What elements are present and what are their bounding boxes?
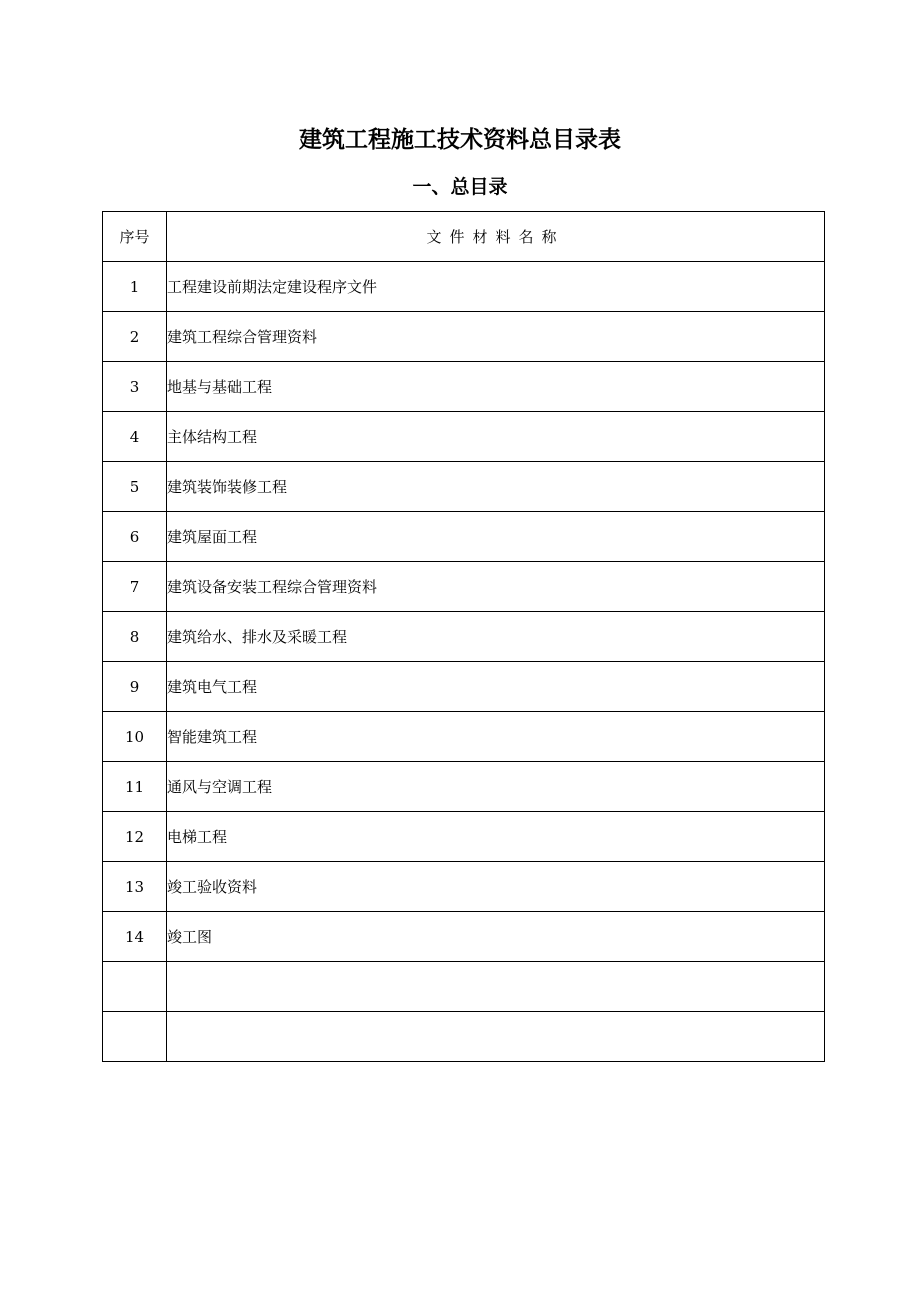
table-row bbox=[103, 562, 825, 612]
table-row bbox=[103, 512, 825, 562]
row-serial-number: 1 bbox=[103, 262, 167, 312]
row-document-name: 建筑给水、排水及采暖工程 bbox=[167, 612, 825, 662]
row-document-name: 建筑屋面工程 bbox=[167, 512, 825, 562]
row-document-name: 电梯工程 bbox=[167, 812, 825, 862]
row-serial-number: 3 bbox=[103, 362, 167, 412]
row-document-name: 工程建设前期法定建设程序文件 bbox=[167, 262, 825, 312]
table-row bbox=[103, 312, 825, 362]
row-serial-number: 8 bbox=[103, 612, 167, 662]
table-row bbox=[103, 762, 825, 812]
row-document-name: 通风与空调工程 bbox=[167, 762, 825, 812]
row-serial-number: 10 bbox=[103, 712, 167, 762]
row-serial-number: 7 bbox=[103, 562, 167, 612]
table-row-empty bbox=[103, 962, 825, 1012]
table-row bbox=[103, 612, 825, 662]
section-title: 一、总目录 bbox=[412, 176, 508, 198]
header-serial-number: 序号 bbox=[103, 212, 167, 262]
row-document-name bbox=[167, 962, 825, 1012]
row-document-name: 竣工验收资料 bbox=[167, 862, 825, 912]
row-document-name: 建筑装饰装修工程 bbox=[167, 462, 825, 512]
row-serial-number bbox=[103, 962, 167, 1012]
table-row bbox=[103, 362, 825, 412]
row-serial-number: 12 bbox=[103, 812, 167, 862]
row-serial-number: 9 bbox=[103, 662, 167, 712]
table-row bbox=[103, 662, 825, 712]
row-serial-number: 11 bbox=[103, 762, 167, 812]
table-row bbox=[103, 712, 825, 762]
row-serial-number bbox=[103, 1012, 167, 1062]
table-row bbox=[103, 412, 825, 462]
table-row bbox=[103, 462, 825, 512]
table-row bbox=[103, 862, 825, 912]
row-document-name: 建筑设备安装工程综合管理资料 bbox=[167, 562, 825, 612]
row-serial-number: 13 bbox=[103, 862, 167, 912]
row-serial-number: 2 bbox=[103, 312, 167, 362]
row-document-name: 建筑工程综合管理资料 bbox=[167, 312, 825, 362]
row-serial-number: 6 bbox=[103, 512, 167, 562]
row-serial-number: 5 bbox=[103, 462, 167, 512]
row-serial-number: 14 bbox=[103, 912, 167, 962]
table-row-empty bbox=[103, 1012, 825, 1062]
header-document-name: 文件材料名称 bbox=[167, 212, 825, 262]
catalog-table bbox=[102, 211, 825, 1062]
row-document-name: 竣工图 bbox=[167, 912, 825, 962]
document-title: 建筑工程施工技术资料总目录表 bbox=[299, 126, 621, 153]
table-header-row bbox=[103, 212, 825, 262]
table-row bbox=[103, 262, 825, 312]
row-document-name: 主体结构工程 bbox=[167, 412, 825, 462]
row-document-name bbox=[167, 1012, 825, 1062]
row-document-name: 智能建筑工程 bbox=[167, 712, 825, 762]
row-document-name: 建筑电气工程 bbox=[167, 662, 825, 712]
table-row bbox=[103, 912, 825, 962]
row-document-name: 地基与基础工程 bbox=[167, 362, 825, 412]
table-row bbox=[103, 812, 825, 862]
row-serial-number: 4 bbox=[103, 412, 167, 462]
